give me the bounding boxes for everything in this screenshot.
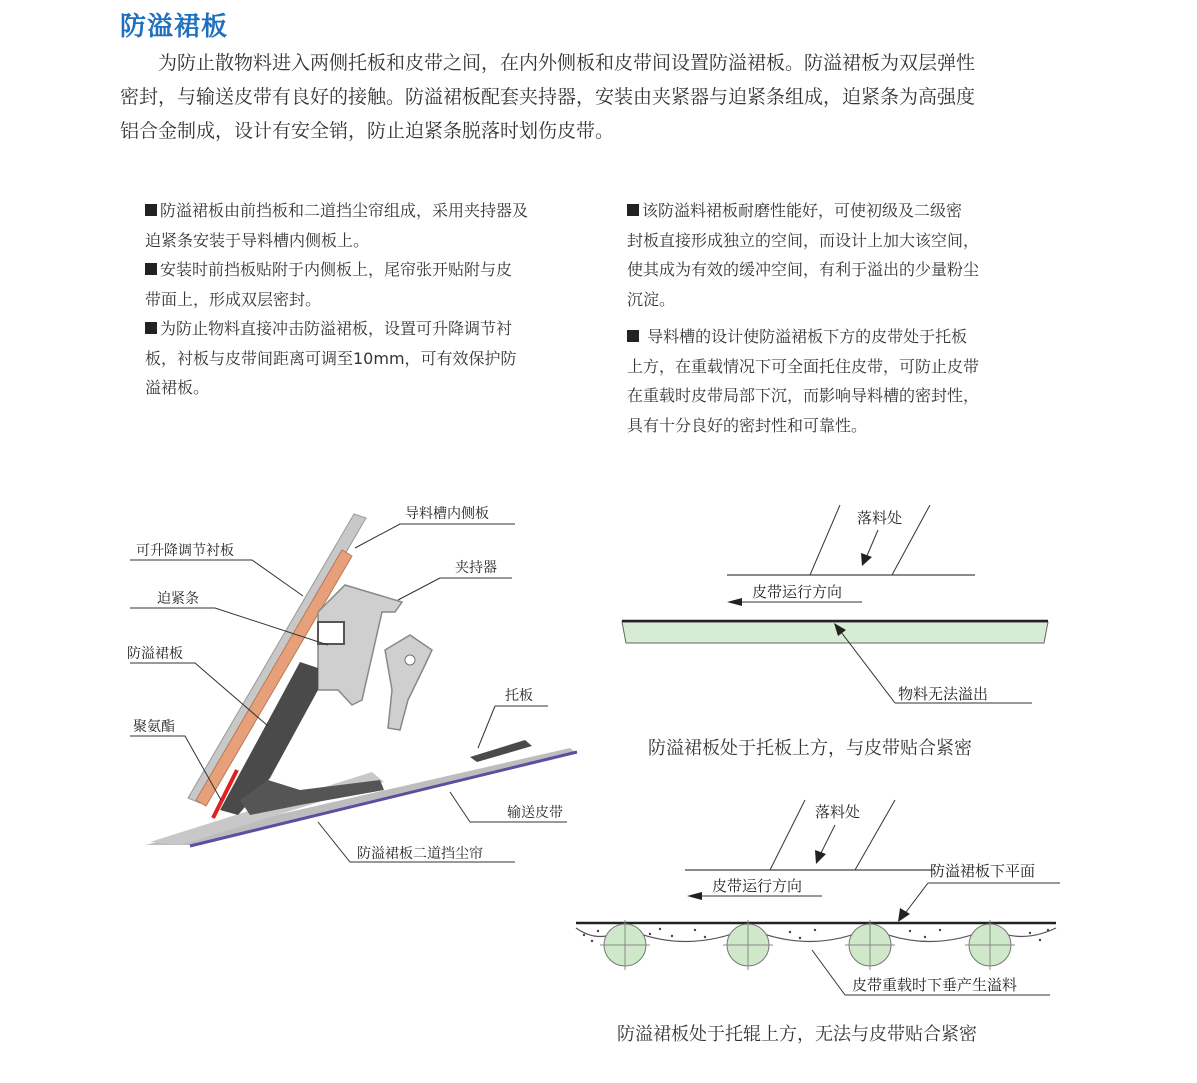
idler-rollers: [604, 924, 1011, 966]
label-belt: 输送皮带: [507, 805, 563, 821]
label-feed-point: 落料处: [857, 509, 903, 527]
label-sag-spill: 皮带重载时下垂产生溢料: [852, 976, 1018, 994]
caption-top-right: 防溢裙板处于托板上方，与皮带贴合紧密: [648, 738, 972, 759]
list-item-cont: 具有十分良好的密封性和可靠性。: [627, 415, 868, 435]
clamp-hole: [405, 655, 415, 665]
label-support-plate: 托板: [505, 688, 533, 704]
skirt-section-diagram: [120, 490, 590, 870]
list-item: 防溢裙板由前挡板和二道挡尘帘组成，采用夹持器及: [145, 196, 590, 226]
square-bullet-icon: [145, 204, 157, 216]
list-item-cont: 板，衬板与皮带间距离可调至10mm，可有效保护防: [145, 348, 517, 368]
belt-on-roller-diagram: [570, 795, 1060, 1005]
list-item-cont: 迫紧条安装于导料槽内侧板上。: [145, 230, 370, 250]
list-item: 该防溢料裙板耐磨性能好，可使初级及二级密: [627, 196, 1047, 226]
feature-list-left: [145, 196, 590, 403]
square-bullet-icon: [145, 263, 157, 275]
belt-on-plate-diagram: [615, 495, 1055, 715]
square-bullet-icon: [145, 322, 157, 334]
label-skirt-bottom: 防溢裙板下平面: [930, 862, 1036, 880]
intro-line: 为防止散物料进入两侧托板和皮带之间，在内外侧板和皮带间设置防溢裙板。防溢裙板为双层弹性: [158, 52, 976, 74]
label-no-spill: 物料无法溢出: [898, 685, 989, 703]
list-item-cont: 上方，在重载情况下可全面托住皮带，可防止皮带: [627, 356, 980, 376]
tightening-strip-shape: [318, 622, 344, 644]
list-item-cont: 在重载时皮带局部下沉，而影响导料槽的密封性，: [627, 386, 980, 405]
label-polyurethane: 聚氨酯: [133, 719, 175, 735]
dark-support-plate: [470, 740, 532, 762]
list-item-cont: 封板直接形成独立的空间，而设计上加大该空间，: [627, 230, 980, 250]
feed-arrow-icon: [861, 553, 872, 566]
list-item-cont: 使其成为有效的缓冲空间，有利于溢出的少量粉尘: [627, 260, 980, 279]
caption-bottom-right: 防溢裙板处于托辊上方，无法与皮带贴合紧密: [617, 1024, 977, 1045]
page-title: 防溢裙板: [120, 12, 229, 42]
list-item-cont: 沉淀。: [627, 289, 676, 309]
list-item: 为防止物料直接冲击防溢裙板，设置可升降调节衬: [145, 314, 590, 344]
label-skirt: 防溢裙板: [127, 646, 183, 662]
label-belt-direction-2: 皮带运行方向: [712, 877, 803, 895]
label-inner-side-plate: 导料槽内侧板: [405, 506, 489, 522]
list-item: 导料槽的设计使防溢裙板下方的皮带处于托板: [627, 322, 1047, 352]
direction-arrow-icon-2: [687, 892, 702, 900]
list-item-cont: 带面上，形成双层密封。: [145, 289, 322, 309]
intro-line: 密封，与输送皮带有良好的接触。防溢裙板配套夹持器，安装由夹紧器与迫紧条组成，迫紧条为高强度: [120, 86, 976, 108]
label-second-curtain: 防溢裙板二道挡尘帘: [357, 846, 483, 862]
label-tightening-strip: 迫紧条: [157, 591, 199, 607]
square-bullet-icon: [627, 330, 639, 342]
list-item: 安装时前挡板贴附于内侧板上，尾帘张开贴附与皮: [145, 255, 590, 285]
skirt-arrow-icon: [898, 908, 910, 922]
label-clamp: 夹持器: [455, 560, 497, 576]
intro-paragraph: [120, 46, 1080, 148]
label-feed-point-2: 落料处: [815, 803, 861, 821]
feature-list-right: [627, 196, 1047, 440]
label-belt-direction: 皮带运行方向: [752, 583, 843, 601]
list-item-cont: 溢裙板。: [145, 378, 210, 397]
direction-arrow-icon: [727, 598, 742, 606]
intro-line: 铝合金制成，设计有安全销，防止迫紧条脱落时划伤皮带。: [120, 120, 615, 142]
clamp-hook-shape: [385, 635, 432, 730]
feed-arrow-icon-2: [815, 850, 826, 864]
square-bullet-icon: [627, 204, 639, 216]
label-adjustable-liner: 可升降调节衬板: [136, 543, 234, 559]
